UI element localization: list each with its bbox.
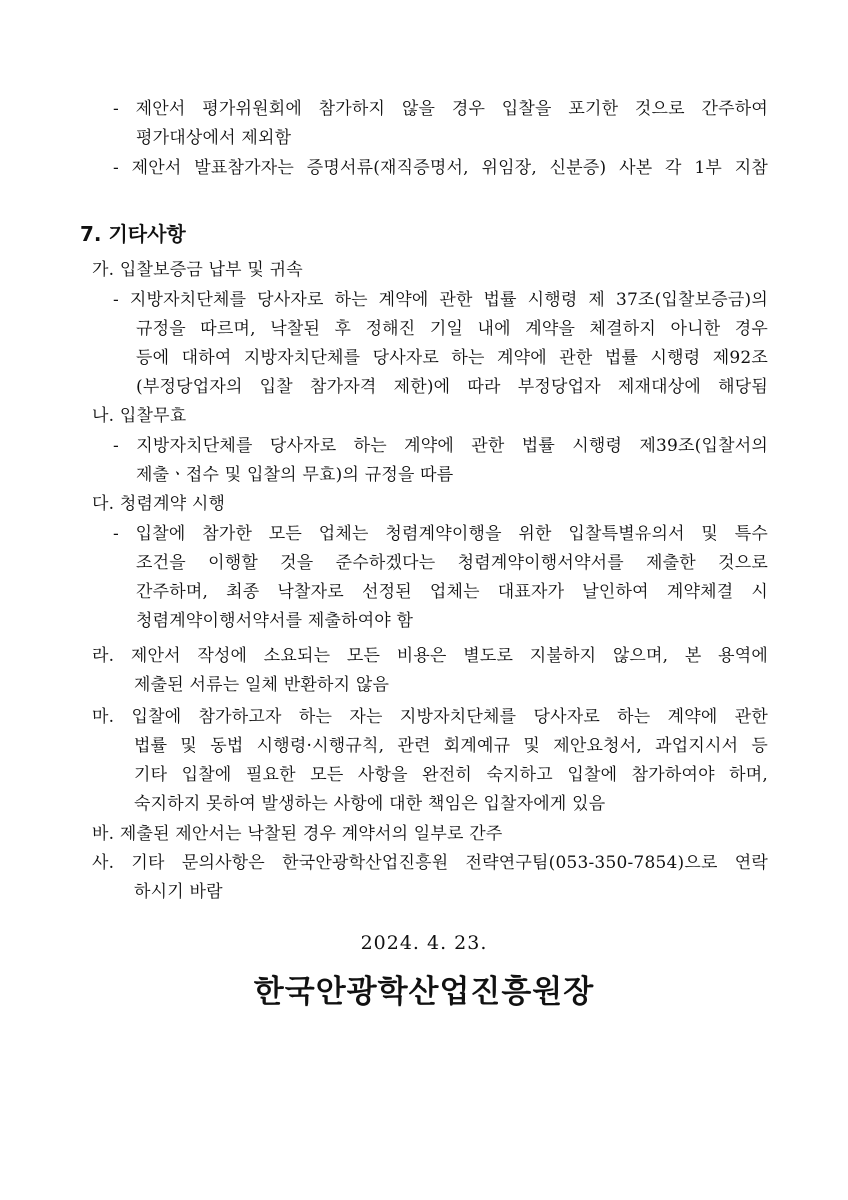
signer-name: 한국안광학산업진흥원장 [253,974,595,1010]
item-ga-line-3: 등에 대하여 지방자치단체를 당사자로 하는 계약에 관한 법률 시행령 제92조 [136,348,768,368]
item-ga-line-2: 규정을 따르며, 낙찰된 후 정해진 기일 내에 계약을 체결하지 아니한 경우 [136,319,768,339]
item-da-line-4: 청렴계약이행서약서를 제출하여야 함 [136,611,414,631]
item-ga-line-4: (부정당업자의 입찰 참가자격 제한)에 따라 부정당업자 제재대상에 해당됨 [136,377,768,397]
top-item-1-line-2: 평가대상에서 제외함 [136,128,292,148]
item-da-heading: 다. 청렴계약 시행 [92,494,226,514]
item-da-line-3: 간주하며, 최종 낙찰자로 선정된 업체는 대표자가 날인하여 계약체결 시 [136,582,768,602]
item-ma-line-1: 마. 입찰에 참가하고자 하는 자는 지방자치단체를 당사자로 하는 계약에 관한 [92,707,768,727]
item-ma-line-2: 법률 및 동법 시행령·시행규칙, 관련 회계예규 및 제안요청서, 과업지시서 등 [134,736,768,756]
item-na-line-2: 제출ㆍ접수 및 입찰의 무효)의 규정을 따름 [136,465,454,485]
item-na-heading: 나. 입찰무효 [92,406,187,426]
item-na-line-1: - 지방자치단체를 당사자로 하는 계약에 관한 법률 시행령 제39조(입찰서의 [113,436,768,456]
top-item-1-line-1: - 제안서 평가위원회에 참가하지 않을 경우 입찰을 포기한 것으로 간주하여 [113,99,768,119]
item-sa-line-2: 하시기 바람 [134,882,223,902]
item-ga-heading: 가. 입찰보증금 납부 및 귀속 [92,260,303,280]
item-ba-line-1: 바. 제출된 제안서는 낙찰된 경우 계약서의 일부로 간주 [92,824,503,844]
top-item-2-line-1: - 제안서 발표참가자는 증명서류(재직증명서, 위임장, 신분증) 사본 각 1부 지참 [113,158,768,178]
item-da-line-2: 조건을 이행할 것을 준수하겠다는 청렴계약이행서약서를 제출한 것으로 [136,553,768,573]
item-ma-line-3: 기타 입찰에 필요한 모든 사항을 완전히 숙지하고 입찰에 참가하여야 하며, [134,765,768,785]
item-ra-line-1: 라. 제안서 작성에 소요되는 모든 비용은 별도로 지불하지 않으며, 본 용역에 [92,646,768,666]
item-ma-line-4: 숙지하지 못하여 발생하는 사항에 대한 책임은 입찰자에게 있음 [134,794,606,814]
item-da-line-1: - 입찰에 참가한 모든 업체는 청렴계약이행을 위한 입찰특별유의서 및 특수 [113,524,768,544]
item-sa-line-1: 사. 기타 문의사항은 한국안광학산업진흥원 전략연구팀(053-350-7854)으로 연락 [92,853,768,873]
item-ga-line-1: - 지방자치단체를 당사자로 하는 계약에 관한 법률 시행령 제 37조(입찰보증금)의 [113,290,768,310]
document-date: 2024. 4. 23. [360,932,488,954]
section-title: 7. 기타사항 [80,222,186,246]
item-ra-line-2: 제출된 서류는 일체 반환하지 않음 [134,675,390,695]
